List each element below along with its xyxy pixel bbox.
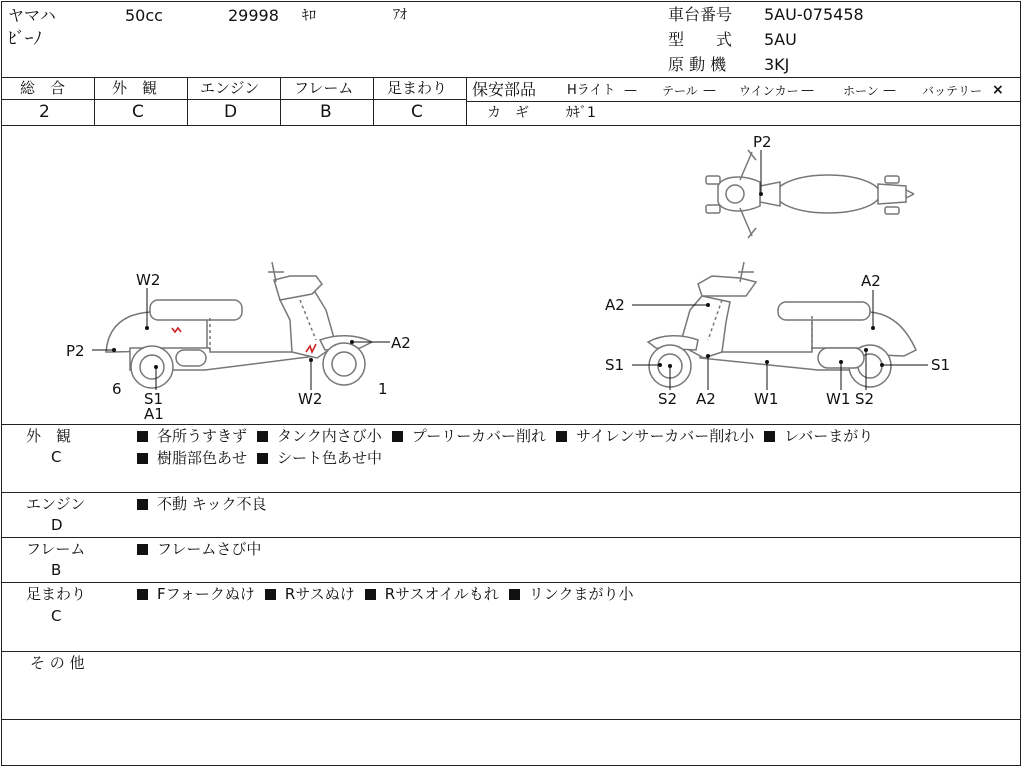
divider: [1, 582, 1021, 583]
top-label-p2: P2: [753, 133, 772, 151]
bullet-icon: [365, 589, 376, 600]
mileage: 29998: [228, 6, 279, 25]
divider: [1, 424, 1021, 425]
left-label-num6: 6: [112, 380, 122, 398]
safety-battery-mark: ×: [992, 82, 1004, 98]
frame-no-value: 5AU-075458: [764, 5, 864, 24]
remark-exterior-line2: 樹脂部色あせ シート色あせ中: [137, 451, 392, 466]
safety-horn: ホーン: [843, 84, 879, 98]
grade-exterior-label: 外 観: [112, 79, 158, 97]
remark-frame-grade: B: [51, 561, 62, 579]
grade-engine-label: エンジン: [200, 79, 260, 97]
right-label-s2-right: S2: [855, 390, 875, 408]
grade-frame-value: B: [320, 102, 332, 122]
left-label-w2-bottom: W2: [298, 390, 323, 408]
type-label: 型 式: [668, 30, 733, 49]
safety-winker-mark: —: [801, 83, 814, 98]
safety-battery: バッテリー: [922, 84, 983, 98]
frame-no-label: 車台番号: [668, 5, 733, 24]
left-label-num1: 1: [378, 380, 388, 398]
safety-headlight-mark: —: [624, 83, 637, 98]
right-label-a2-right: A2: [861, 272, 881, 290]
mileage-unit: ｷﾛ: [302, 8, 316, 24]
bullet-icon: [764, 431, 775, 442]
divider: [1, 492, 1021, 493]
grade-suspension-label: 足まわり: [387, 79, 448, 97]
remark-engine-line1: 不動 キック不良: [137, 497, 276, 512]
safety-winker: ウインカー: [739, 84, 799, 98]
left-label-p2: P2: [66, 342, 85, 360]
bullet-icon: [265, 589, 276, 600]
type-value: 5AU: [764, 30, 797, 49]
remark-suspension-grade: C: [51, 607, 62, 625]
divider: [1, 719, 1021, 720]
right-label-a2-bottom: A2: [696, 390, 716, 408]
divider: [466, 101, 1021, 102]
remark-suspension-line1: Fフォークぬけ Rサスぬけ Rサスオイルもれ リンクまがり小: [137, 587, 644, 602]
right-label-s1-right: S1: [931, 356, 951, 374]
scooter-diagram: [0, 126, 1024, 424]
right-label-s2-left: S2: [658, 390, 678, 408]
remark-frame-label: フレーム: [26, 540, 86, 558]
left-label-a2: A2: [391, 334, 411, 352]
remark-exterior-label: 外 観: [26, 427, 72, 445]
right-label-s1-left: S1: [605, 356, 625, 374]
grade-exterior-value: C: [132, 102, 144, 122]
safety-label: 保安部品: [472, 80, 537, 99]
key-value: ｶｷﾞ1: [566, 105, 596, 121]
bullet-icon: [257, 453, 268, 464]
grade-engine-value: D: [224, 102, 238, 122]
right-label-w1-right: W1: [826, 390, 851, 408]
remark-engine-label: エンジン: [26, 495, 86, 513]
bullet-icon: [509, 589, 520, 600]
engine-model-value: 3KJ: [764, 55, 790, 74]
left-label-s1: S1: [144, 390, 164, 408]
color: ｱｵ: [393, 7, 407, 23]
engine-model-label: 原 動 機: [668, 55, 727, 74]
remark-other-label: そ の 他: [30, 654, 85, 672]
safety-headlight: Hライト: [567, 83, 616, 98]
divider: [280, 77, 281, 125]
bullet-icon: [137, 589, 148, 600]
divider: [1, 99, 466, 100]
bullet-icon: [137, 431, 148, 442]
displacement: 50cc: [125, 6, 163, 25]
remark-exterior-line1: 各所うすきず タンク内さび小 プーリーカバー削れ サイレンサーカバー削れ小 レバーまがり: [137, 429, 883, 444]
right-label-a2-left: A2: [605, 296, 625, 314]
bullet-icon: [137, 544, 148, 555]
grade-overall-label: 総 合: [20, 79, 66, 97]
bullet-icon: [137, 453, 148, 464]
bullet-icon: [392, 431, 403, 442]
divider: [1, 537, 1021, 538]
safety-horn-mark: —: [883, 83, 896, 98]
divider: [1, 651, 1021, 652]
remark-frame-line1: フレームさび中: [137, 542, 271, 557]
grade-overall-value: 2: [39, 102, 50, 122]
safety-tail-mark: —: [703, 83, 716, 98]
divider: [373, 77, 374, 125]
grade-suspension-value: C: [411, 102, 423, 122]
divider: [94, 77, 95, 125]
left-label-w2-top: W2: [136, 271, 161, 289]
maker: ヤマハ: [8, 6, 56, 25]
remark-exterior-grade: C: [51, 448, 62, 466]
bullet-icon: [137, 499, 148, 510]
grade-frame-label: フレーム: [294, 79, 354, 97]
bullet-icon: [556, 431, 567, 442]
model-name: ﾋﾞｰﾉ: [8, 29, 42, 49]
bullet-icon: [257, 431, 268, 442]
safety-tail: テール: [662, 84, 698, 98]
left-label-a1: A1: [144, 405, 164, 423]
remark-suspension-label: 足まわり: [26, 585, 87, 603]
right-label-w1-mid: W1: [754, 390, 779, 408]
divider: [1, 77, 1021, 78]
top-view: [706, 150, 914, 238]
key-label: カ ギ: [487, 105, 529, 121]
divider: [187, 77, 188, 125]
remark-engine-grade: D: [51, 516, 63, 534]
